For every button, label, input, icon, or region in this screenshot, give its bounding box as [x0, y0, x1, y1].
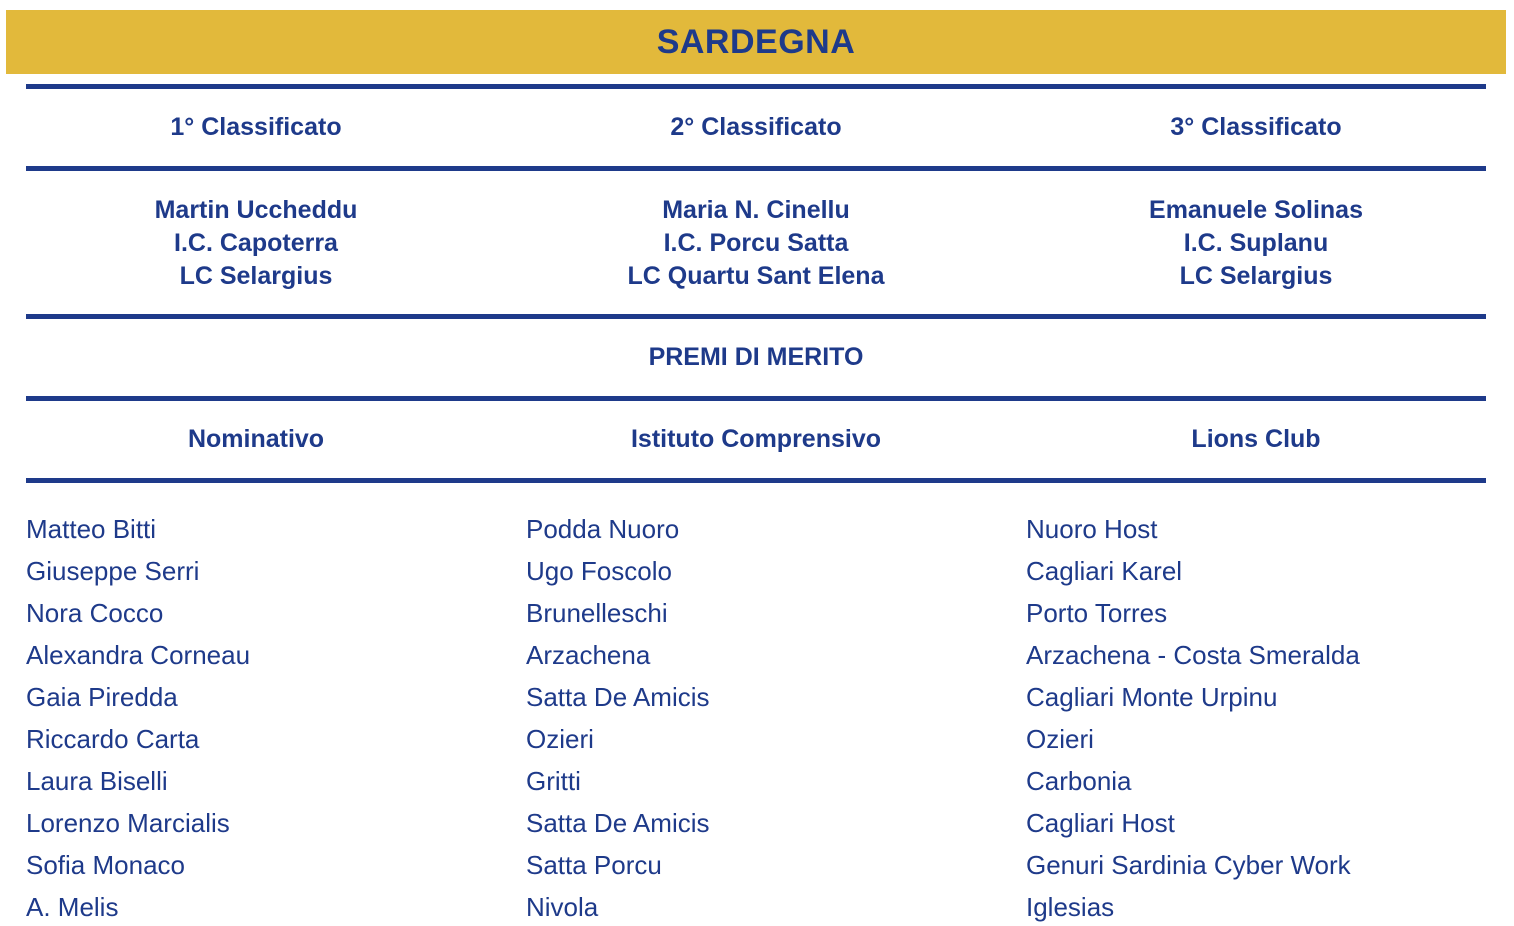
list-item: Satta De Amicis: [526, 682, 710, 712]
winner-club: LC Quartu Sant Elena: [627, 262, 885, 290]
divider: [26, 396, 1486, 401]
list-item: Laura Biselli: [26, 766, 168, 796]
header-lions-club: Lions Club: [1191, 425, 1321, 453]
winner-name: Maria N. Cinellu: [662, 196, 850, 224]
winner-club: LC Selargius: [1179, 262, 1333, 290]
list-item: Brunelleschi: [526, 598, 668, 628]
list-item: Sofia Monaco: [26, 850, 185, 880]
region-header: [6, 10, 1506, 74]
list-item: Lorenzo Marcialis: [26, 808, 230, 838]
list-item: Nora Cocco: [26, 598, 164, 628]
winner-school: I.C. Capoterra: [174, 229, 338, 257]
winner-club: LC Selargius: [179, 262, 333, 290]
list-item: Matteo Bitti: [26, 514, 157, 544]
schools-list: [526, 508, 996, 926]
list-item: Gritti: [526, 766, 581, 796]
list-item: Nuoro Host: [1026, 514, 1158, 544]
list-item: Gaia Piredda: [26, 682, 178, 712]
list-item: Cagliari Karel: [1026, 556, 1183, 586]
list-item: Ozieri: [526, 724, 594, 754]
clubs-list: [1026, 508, 1496, 926]
list-item: Genuri Sardinia Cyber Work: [1026, 850, 1351, 880]
list-item: Iglesias: [1026, 892, 1115, 922]
list-item: A. Melis: [26, 892, 119, 922]
list-item: Carbonia: [1026, 766, 1132, 796]
list-item: Cagliari Monte Urpinu: [1026, 682, 1278, 712]
divider: [26, 166, 1486, 171]
placement-label-third: 3° Classificato: [1170, 113, 1342, 141]
list-item: Podda Nuoro: [526, 514, 680, 544]
winner-third: [1026, 194, 1486, 293]
winner-first: [26, 194, 486, 293]
winners-row: [26, 194, 1486, 293]
winner-second: [526, 194, 986, 293]
winner-school: I.C. Porcu Satta: [663, 229, 849, 257]
header-nominativo: Nominativo: [187, 425, 325, 453]
merit-title: PREMI DI MERITO: [648, 343, 864, 371]
list-item: Giuseppe Serri: [26, 556, 200, 586]
list-item: Ugo Foscolo: [526, 556, 672, 586]
list-item: Satta De Amicis: [526, 808, 710, 838]
list-item: Satta Porcu: [526, 850, 662, 880]
divider: [26, 314, 1486, 319]
region-title: SARDEGNA: [656, 22, 856, 61]
placement-label-second: 2° Classificato: [670, 113, 842, 141]
list-item: Arzachena - Costa Smeralda: [1026, 640, 1360, 670]
header-istituto: Istituto Comprensivo: [630, 425, 881, 453]
merit-headers-row: [26, 425, 1486, 454]
placement-labels-row: [26, 113, 1486, 142]
list-item: Ozieri: [1026, 724, 1094, 754]
winner-name: Emanuele Solinas: [1149, 196, 1363, 224]
divider: [26, 478, 1486, 483]
winner-name: Martin Uccheddu: [154, 196, 358, 224]
list-item: Nivola: [526, 892, 599, 922]
placement-label-first: 1° Classificato: [170, 113, 342, 141]
divider: [26, 84, 1486, 89]
list-item: Cagliari Host: [1026, 808, 1175, 838]
list-item: Porto Torres: [1026, 598, 1168, 628]
winner-school: I.C. Suplanu: [1183, 229, 1329, 257]
names-list: [26, 508, 496, 926]
list-item: Riccardo Carta: [26, 724, 200, 754]
list-item: Arzachena: [526, 640, 651, 670]
list-item: Alexandra Corneau: [26, 640, 251, 670]
